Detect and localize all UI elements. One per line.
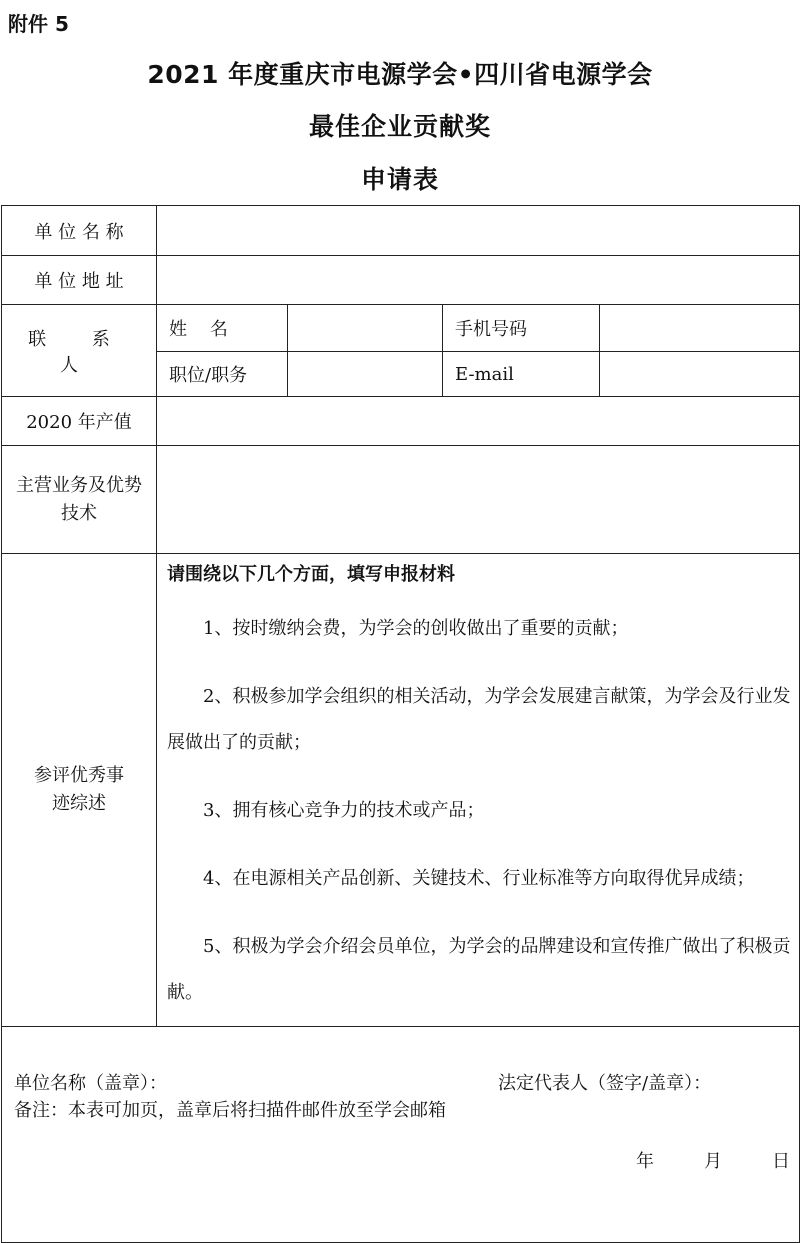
name-field[interactable] — [288, 305, 443, 352]
unit-name-field[interactable] — [157, 206, 800, 256]
merit-heading: 请围绕以下几个方面，填写申报材料 — [167, 564, 455, 585]
name-label: 姓 名 — [157, 305, 288, 352]
merit-item: 4、在电源相关产品创新、关键技术、行业标准等方向取得优异成绩； — [203, 868, 755, 889]
output-field[interactable] — [157, 397, 800, 446]
position-field[interactable] — [288, 352, 443, 397]
month-label: 月 — [704, 1151, 722, 1172]
merit-item: 3、拥有核心竞争力的技术或产品； — [203, 800, 485, 821]
row-merit — [2, 554, 800, 1027]
mobile-field[interactable] — [600, 305, 800, 352]
merit-label: 参评优秀事迹综述 — [2, 554, 157, 1027]
row-contact-1 — [2, 305, 800, 352]
unit-name-label: 单 位 名 称 — [2, 206, 157, 256]
main-business-field[interactable] — [157, 446, 800, 554]
row-main-business — [2, 446, 800, 554]
email-label: E-mail — [443, 352, 600, 397]
application-form-table — [1, 205, 800, 1243]
merit-item: 5、积极为学会介绍会员单位，为学会的品牌建设和宣传推广做出了积极贡献。 — [167, 936, 791, 1003]
position-label: 职位/职务 — [157, 352, 288, 397]
merit-item: 2、积极参加学会组织的相关活动，为学会发展建言献策，为学会及行业发展做出了的贡献； — [167, 686, 791, 753]
email-field[interactable] — [600, 352, 800, 397]
row-unit-address — [2, 256, 800, 305]
day-label: 日 — [772, 1151, 790, 1172]
output-label: 2020 年产值 — [2, 397, 157, 446]
contact-label: 联 系 人 — [2, 305, 157, 397]
unit-address-field[interactable] — [157, 256, 800, 305]
signature-area[interactable] — [2, 1027, 800, 1243]
year-label: 年 — [636, 1151, 654, 1172]
footnote: 备注：本表可加页，盖章后将扫描件邮件放至学会邮箱 — [14, 1100, 446, 1121]
row-unit-name — [2, 206, 800, 256]
unit-seal-label: 单位名称（盖章）： — [14, 1073, 167, 1094]
row-output — [2, 397, 800, 446]
title-line-3: 申请表 — [360, 165, 439, 194]
mobile-label: 手机号码 — [443, 305, 600, 352]
annex-label: 附件 5 — [8, 12, 69, 36]
legal-rep-label: 法定代表人（签字/盖章）： — [498, 1073, 712, 1094]
title-line-2: 最佳企业贡献奖 — [308, 112, 491, 141]
unit-address-label: 单 位 地 址 — [2, 256, 157, 305]
merit-item: 1、按时缴纳会费，为学会的创收做出了重要的贡献； — [203, 618, 629, 639]
merit-field[interactable] — [157, 554, 800, 1027]
title-line-1: 2021 年度重庆市电源学会•四川省电源学会 — [147, 60, 653, 89]
main-business-label: 主营业务及优势技术 — [2, 446, 157, 554]
row-signature — [2, 1027, 800, 1243]
